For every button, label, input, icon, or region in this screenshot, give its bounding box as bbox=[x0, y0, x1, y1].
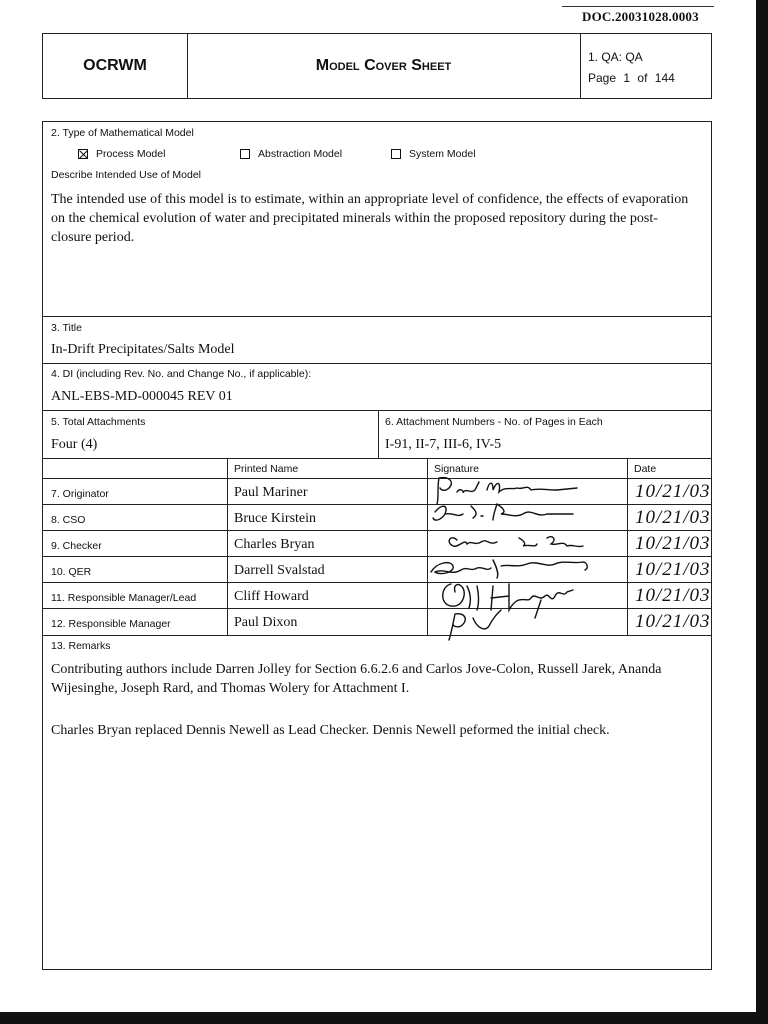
printed-name-header: Printed Name bbox=[234, 463, 299, 475]
divider bbox=[43, 363, 711, 364]
role-manager-lead: 11. Responsible Manager/Lead bbox=[51, 592, 197, 604]
role-qer: 10. QER bbox=[51, 566, 92, 578]
page-label: Page bbox=[588, 71, 617, 85]
process-model-label: Process Model bbox=[96, 148, 166, 160]
sheet-title bbox=[187, 34, 581, 98]
page-indicator bbox=[588, 71, 679, 85]
date-manager-lead: 10/21/03 bbox=[635, 585, 711, 606]
remarks-paragraph-2: Charles Bryan replaced Dennis Newell as Lead Checker. Dennis Newell peformed the initial check. bbox=[51, 723, 610, 738]
org-name: OCRWM bbox=[43, 34, 188, 98]
abstraction-model-label: Abstraction Model bbox=[258, 148, 343, 160]
signature-cso bbox=[433, 504, 573, 520]
name-checker: Charles Bryan bbox=[234, 537, 315, 552]
signature-header: Signature bbox=[434, 463, 479, 475]
attachment-pages-value: I-91, II-7, III-6, IV-5 bbox=[385, 437, 502, 452]
date-manager: 10/21/03 bbox=[635, 611, 711, 632]
name-cso: Bruce Kirstein bbox=[234, 511, 317, 526]
name-manager-lead: Cliff Howard bbox=[234, 589, 309, 604]
di-value: ANL-EBS-MD-000045 REV 01 bbox=[51, 389, 233, 404]
divider bbox=[378, 410, 379, 458]
signatures-drawing bbox=[427, 468, 627, 643]
process-model-checkbox[interactable] bbox=[78, 149, 88, 159]
section13-label: 13. Remarks bbox=[51, 640, 111, 652]
section5-label: 5. Total Attachments bbox=[51, 416, 146, 428]
describe-use-label: Describe Intended Use of Model bbox=[51, 169, 201, 181]
divider bbox=[43, 316, 711, 317]
section2-label: 2. Type of Mathematical Model bbox=[51, 127, 194, 139]
qa-designation: 1. QA: QA bbox=[588, 50, 643, 64]
signature-checker bbox=[449, 537, 583, 547]
name-qer: Darrell Svalstad bbox=[234, 563, 325, 578]
document-id: DOC.20031028.0003 bbox=[582, 9, 699, 24]
signature-manager bbox=[449, 600, 541, 640]
page-number: 1 bbox=[623, 71, 631, 85]
name-manager: Paul Dixon bbox=[234, 615, 298, 630]
model-form bbox=[42, 121, 712, 970]
header-box bbox=[42, 33, 712, 99]
date-checker: 10/21/03 bbox=[635, 533, 711, 554]
page-of: of bbox=[637, 71, 648, 85]
doc-id-rule bbox=[562, 6, 714, 7]
date-cso: 10/21/03 bbox=[635, 507, 711, 528]
qa-page-cell bbox=[580, 34, 711, 98]
role-originator: 7. Originator bbox=[51, 488, 109, 500]
system-model-checkbox[interactable] bbox=[391, 149, 401, 159]
divider bbox=[43, 458, 711, 459]
remarks-paragraph-1: Contributing authors include Darren Jolley for Section 6.6.2.6 and Carlos Jove-Colon, Russell Jarek, Ananda Wijesinghe, Joseph Rard, and Thomas Wolery for Attachment I. bbox=[51, 662, 662, 696]
divider bbox=[43, 635, 711, 636]
signature-manager-lead bbox=[443, 584, 573, 610]
date-header: Date bbox=[634, 463, 657, 475]
divider bbox=[43, 410, 711, 411]
section4-label: 4. DI (including Rev. No. and Change No., if applicable): bbox=[51, 368, 312, 380]
date-originator: 10/21/03 bbox=[635, 481, 711, 502]
total-attachments-value: Four (4) bbox=[51, 437, 98, 452]
signature-qer bbox=[431, 560, 587, 578]
system-model-label: System Model bbox=[409, 148, 476, 160]
section6-label: 6. Attachment Numbers - No. of Pages in Each bbox=[385, 416, 603, 428]
role-checker: 9. Checker bbox=[51, 540, 102, 552]
date-qer: 10/21/03 bbox=[635, 559, 711, 580]
model-title: In-Drift Precipitates/Salts Model bbox=[51, 342, 235, 357]
role-cso: 8. CSO bbox=[51, 514, 86, 526]
section3-label: 3. Title bbox=[51, 322, 82, 334]
signature-originator bbox=[437, 478, 577, 504]
sheet-title-text: Model Cover Sheet bbox=[315, 57, 452, 74]
role-manager: 12. Responsible Manager bbox=[51, 618, 171, 630]
intended-use-text: The intended use of this model is to estimate, within an appropriate level of confidence, the effects of evaporation on the chemical evolution of water and precipitated minerals within the proposed repository during the post-closure period. bbox=[51, 192, 689, 245]
page-total: 144 bbox=[654, 71, 675, 85]
name-originator: Paul Mariner bbox=[234, 485, 308, 500]
abstraction-model-checkbox[interactable] bbox=[240, 149, 250, 159]
